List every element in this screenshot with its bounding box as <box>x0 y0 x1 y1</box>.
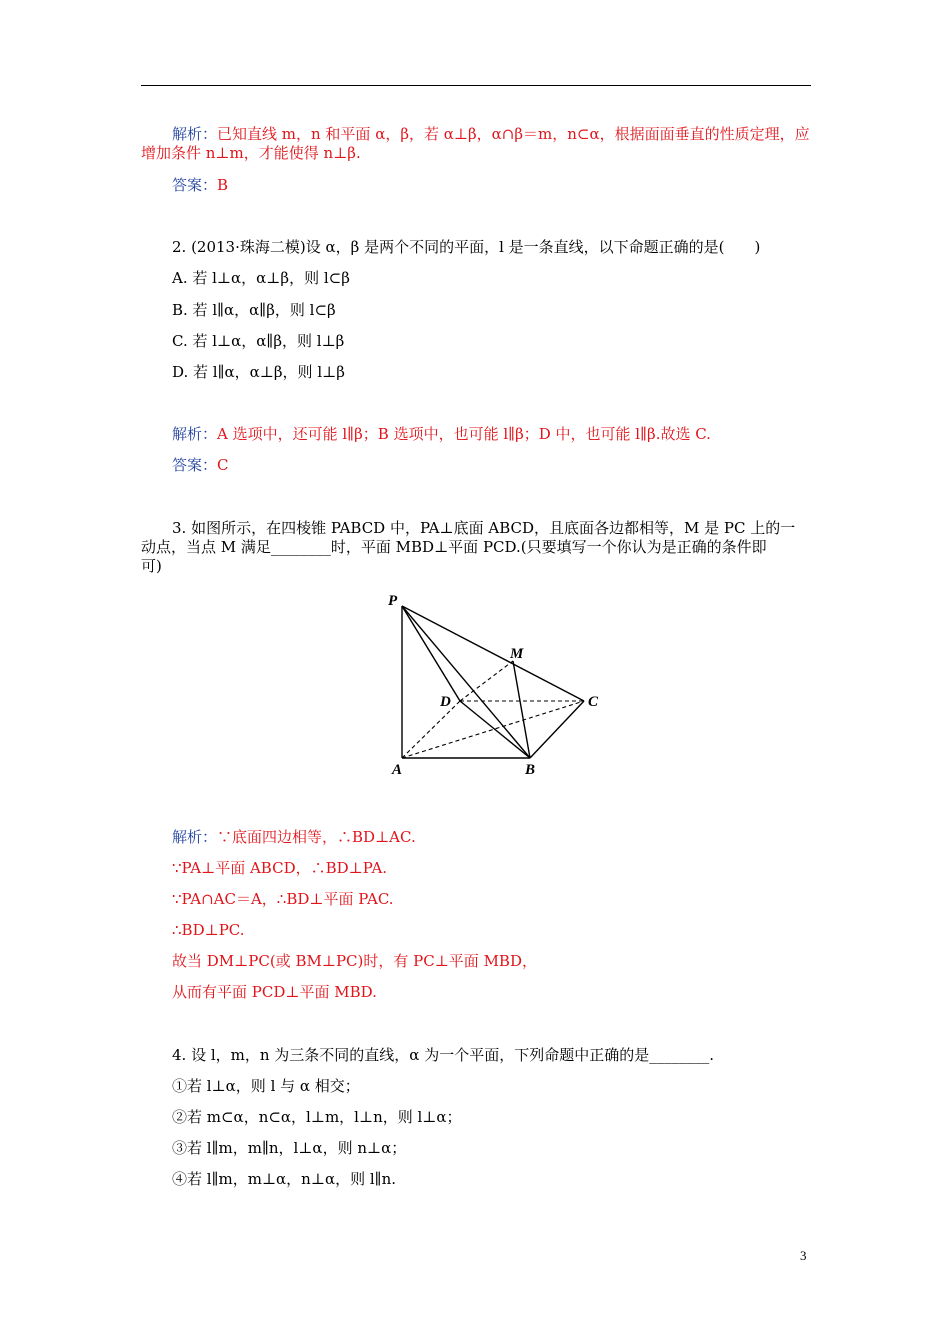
edge-db <box>460 701 530 758</box>
edge-pb <box>402 606 530 758</box>
q2-option-d: D. 若 l∥α，α⊥β，则 l⊥β <box>172 363 345 381</box>
q3-analysis-line3: ∵PA∩AC＝A，∴BD⊥平面 PAC. <box>172 890 394 908</box>
label-a: A <box>392 762 403 778</box>
q2-analysis-text: A 选项中，还可能 l∥β；B 选项中，也可能 l∥β；D 中，也可能 l∥β.故选 C. <box>217 425 711 443</box>
q4-stem: 4. 设 l，m，n 为三条不同的直线，α 为一个平面，下列命题中正确的是________. <box>172 1046 714 1064</box>
q1-answer <box>172 175 228 195</box>
edge-mb <box>513 661 530 758</box>
q2-option-b: B. 若 l∥α，α∥β，则 l⊂β <box>172 301 336 319</box>
q2-answer-value: C <box>217 456 229 474</box>
q1-analysis-line1 <box>172 124 810 144</box>
q3-analysis-line6: 从而有平面 PCD⊥平面 MBD. <box>172 983 377 1001</box>
q2-analysis-label: 解析： <box>172 425 218 443</box>
q1-analysis-label: 解析： <box>172 125 218 143</box>
q1-answer-label: 答案： <box>172 176 218 194</box>
q3-stem-line3: 可) <box>141 557 162 575</box>
label-m: M <box>510 646 524 662</box>
q4-item-4: ④若 l∥m，m⊥α，n⊥α，则 l∥n. <box>172 1170 396 1188</box>
label-p: P <box>388 593 398 609</box>
q1-analysis-line2: 增加条件 n⊥m，才能使得 n⊥β. <box>141 144 361 162</box>
q1-answer-value: B <box>217 176 229 194</box>
q3-stem-line1: 3. 如图所示，在四棱锥 PABCD 中，PA⊥底面 ABCD，且底面各边都相等，M 是 PC 上的一 <box>172 519 796 537</box>
q2-option-a: A. 若 l⊥α，α⊥β，则 l⊂β <box>172 269 350 287</box>
q4-item-1: ①若 l⊥α，则 l 与 α 相交； <box>172 1077 360 1095</box>
q3-analysis-label: 解析： <box>172 828 218 846</box>
q3-analysis-line4: ∴BD⊥PC. <box>172 921 245 939</box>
label-b: B <box>525 762 536 778</box>
q2-option-c: C. 若 l⊥α，α∥β，则 l⊥β <box>172 332 345 350</box>
header-rule <box>141 85 811 86</box>
edge-pc <box>402 606 584 701</box>
q3-analysis-line5: 故当 DM⊥PC(或 BM⊥PC)时，有 PC⊥平面 MBD， <box>172 952 537 970</box>
q4-item-3: ③若 l∥m，m∥n，l⊥α，则 n⊥α； <box>172 1139 407 1157</box>
q2-analysis <box>172 424 711 444</box>
q3-analysis-line1: 解析：∵底面四边相等，∴BD⊥AC. <box>172 828 416 846</box>
q2-stem: 2. (2013·珠海二模)设 α，β 是两个不同的平面，l 是一条直线，以下命题正确的是( ) <box>172 238 761 256</box>
edge-dm <box>460 661 513 701</box>
q2-answer <box>172 455 229 475</box>
label-d: D <box>440 694 451 710</box>
pyramid-figure <box>380 588 610 783</box>
q3-analysis-line2: ∵PA⊥平面 ABCD，∴BD⊥PA. <box>172 859 388 877</box>
q2-answer-label: 答案： <box>172 456 218 474</box>
label-c: C <box>588 694 599 710</box>
q3-stem-line2: 动点，当点 M 满足________时，平面 MBD⊥平面 PCD.(只要填写一个你认为是正确的条件即 <box>141 538 767 556</box>
q4-item-2: ②若 m⊂α，n⊂α，l⊥m，l⊥n，则 l⊥α； <box>172 1108 462 1126</box>
page-number: 3 <box>800 1248 807 1263</box>
q1-analysis-text: 已知直线 m，n 和平面 α，β，若 α⊥β，α∩β＝m，n⊂α，根据面面垂直的性质定理，应 <box>217 125 810 143</box>
